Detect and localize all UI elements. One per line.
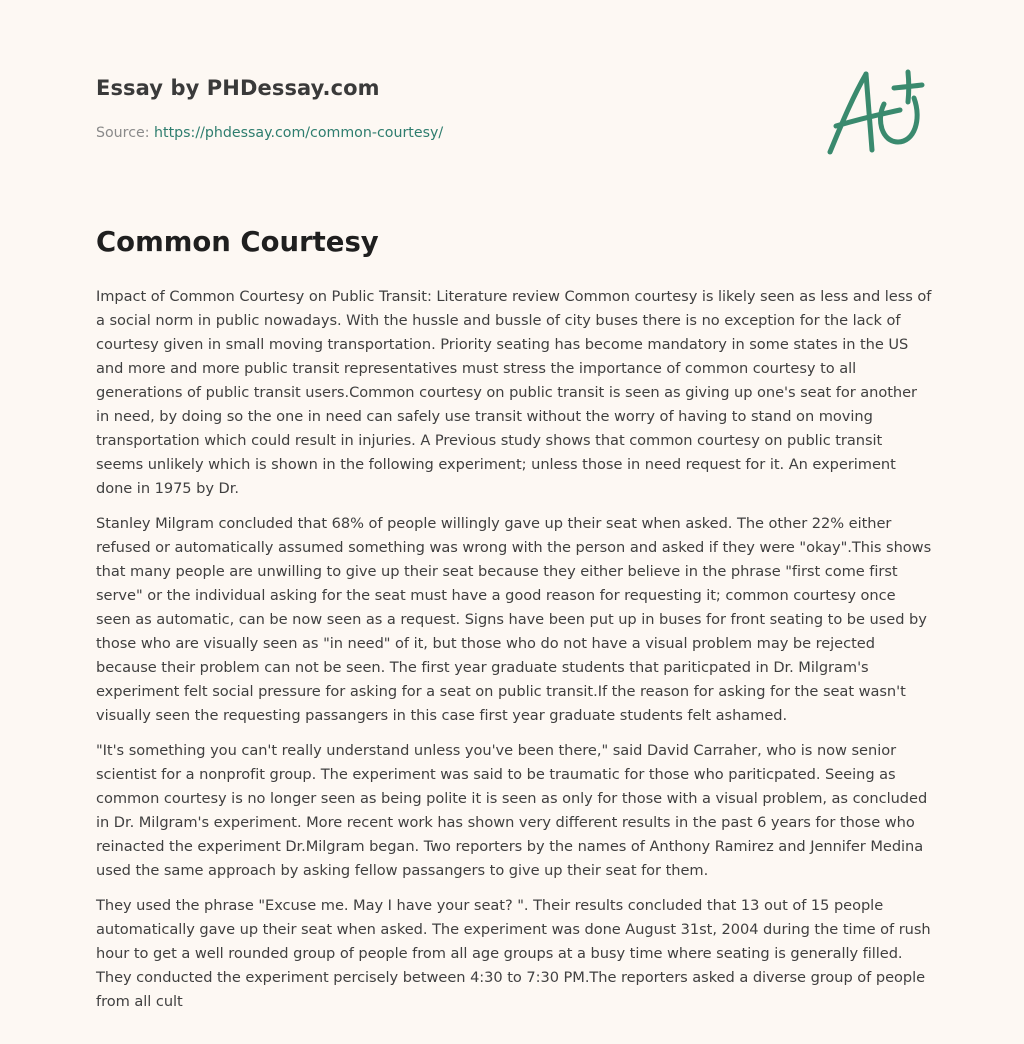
- essay-paragraph: Stanley Milgram concluded that 68% of people willingly gave up their seat when asked. The other 22% either refused or automatically assumed something was wrong with the person and asked if they were "okay".This shows that many people are unwilling to give up their seat because they either believe in the phrase "first come first serve" or the individual asking for the seat must have a good reason for requesting it; common courtesy once seen as automatic, can be now seen as a request. Signs have been put up in buses for front seating to be used by those who are visually seen as "in need" of it, but those who do not have a visual problem may be rejected because their problem can not be seen. The first year graduate students that pariticpated in Dr. Milgram's experiment felt social pressure for asking for a seat on public transit.If the reason for asking for the seat wasn't visually seen the requesting passangers in this case first year graduate students felt ashamed.: [96, 515, 932, 724]
- source-line: [96, 125, 443, 141]
- a-plus-logo-icon: [826, 68, 926, 162]
- essay-title: Common Courtesy: [96, 226, 379, 258]
- page-header: [96, 76, 936, 176]
- source-link[interactable]: https://phdessay.com/common-courtesy/: [154, 125, 444, 141]
- essay-body: [96, 285, 932, 1025]
- essay-paragraph: They used the phrase "Excuse me. May I have your seat? ". Their results concluded that 13 out of 15 people automatically gave up their seat when asked. The experiment was done August 31st, 2004 during the time of rush hour to get a well rounded group of people from all age groups at a busy time where seating is generally filled. They conducted the experiment percisely between 4:30 to 7:30 PM.The reporters asked a diverse group of people from all cult: [96, 897, 931, 1010]
- essay-paragraph: "It's something you can't really understand unless you've been there," said David Carraher, who is now senior scientist for a nonprofit group. The experiment was said to be traumatic for those who pariticpated. Seeing as common courtesy is no longer seen as being polite it is seen as only for those with a visual problem, as concluded in Dr. Milgram's experiment. More recent work has shown very different results in the past 6 years for those who reinacted the experiment Dr.Milgram began. Two reporters by the names of Anthony Ramirez and Jennifer Medina used the same approach by asking fellow passangers to give up their seat for them.: [96, 742, 928, 879]
- source-label: Source:: [96, 125, 150, 141]
- essay-paragraph: Impact of Common Courtesy on Public Transit: Literature review Common courtesy is likely seen as less and less of a social norm in public nowadays. With the hussle and bussle of city buses there is no exception for the lack of courtesy given in small moving transportation. Priority seating has become mandatory in some states in the US and more and more public transit representatives must stress the importance of common courtesy to all generations of public transit users.Common courtesy on public transit is seen as giving up one's seat for another in need, by doing so the one in need can safely use transit without the worry of having to stand on moving transportation which could result in injuries. A Previous study shows that common courtesy on public transit seems unlikely which is shown in the following experiment; unless those in need request for it. An experiment done in 1975 by Dr.: [96, 288, 932, 497]
- site-brand: Essay by PHDessay.com: [96, 76, 380, 100]
